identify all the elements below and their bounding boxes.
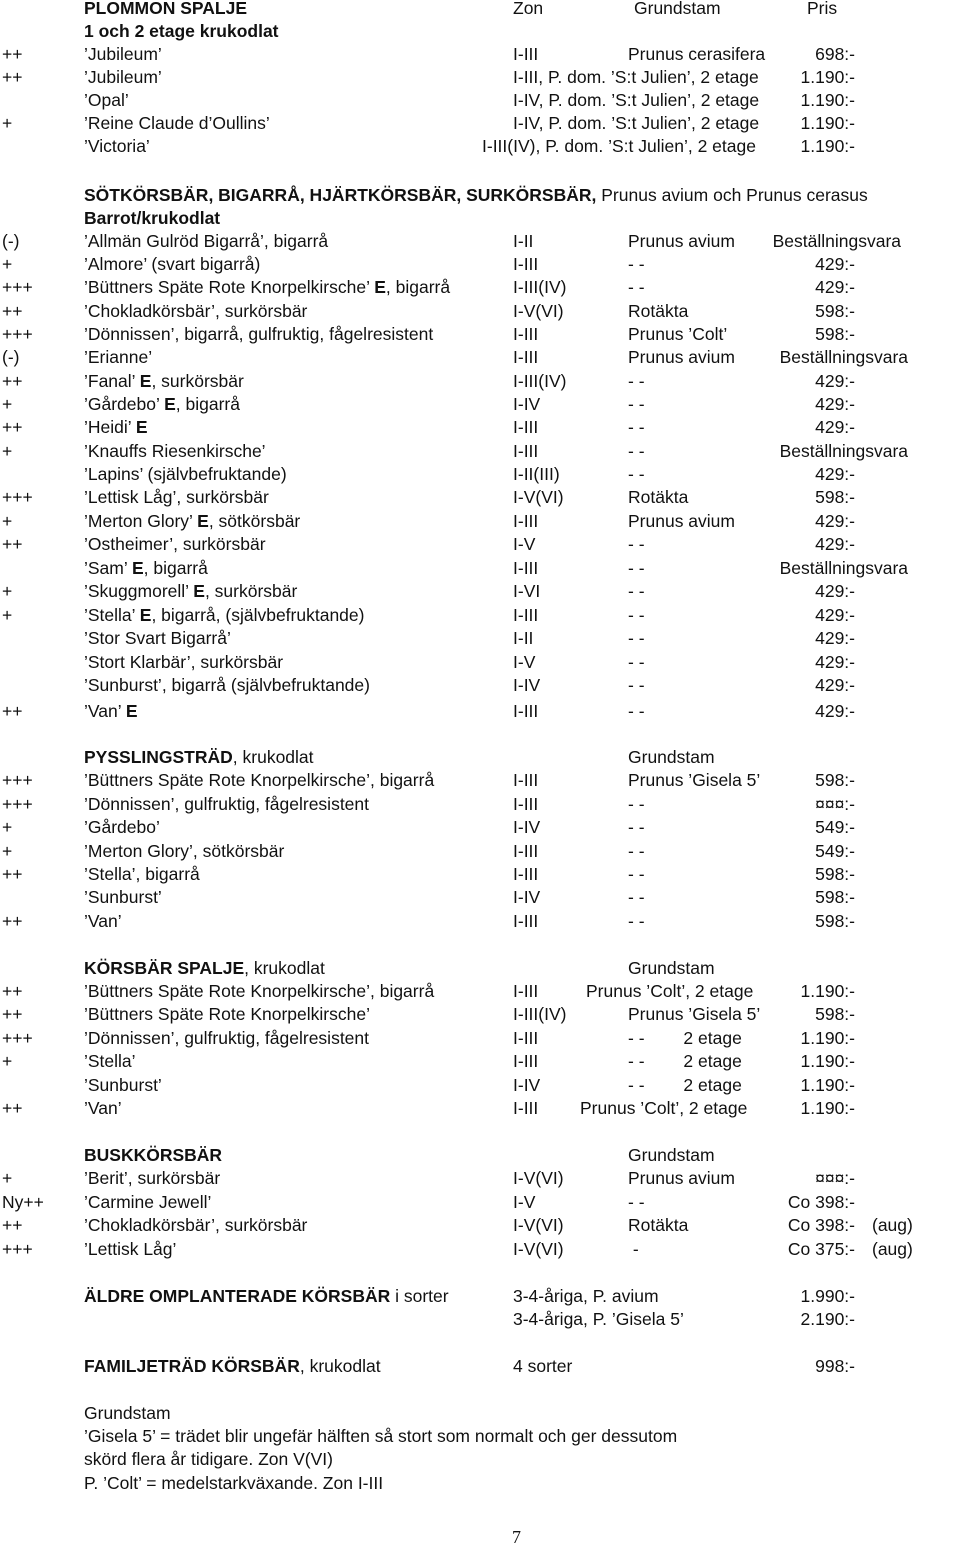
table-row [0,276,960,299]
table-row [0,1027,960,1050]
variety-name: ’Stort Klarbär’, surkörsbär [84,652,284,672]
zone-value: I-III [513,701,539,721]
rootstock-value: - - [628,534,645,554]
zone-value: I-III(IV) [513,1004,567,1024]
availability-note: (aug) [872,1215,913,1235]
price-value: 429:- [815,581,855,601]
rootstock-value: - [628,1239,639,1259]
rating-mark: +++ [2,770,33,790]
rating-mark: ++ [2,1098,23,1118]
rootstock-value: - - [628,652,645,672]
table-row [0,370,960,393]
table-row [0,253,960,276]
table-row [0,1167,960,1190]
rootstock-value: - - [628,254,645,274]
price-value: 698:- [815,44,855,64]
rating-mark: ++ [2,301,23,321]
table-row [0,416,960,439]
table-row [0,135,960,158]
notes-title: Grundstam [84,1403,171,1423]
variety-name: ’Büttners Späte Rote Knorpelkirsche’ [84,1004,370,1024]
rootstock-value: - - [628,887,645,907]
price-value: Beställningsvara [779,558,908,578]
price-value: 549:- [815,817,855,837]
zone-value: I-IV [513,394,541,414]
zone-value: I-II(III) [513,464,560,484]
table-row [0,486,960,509]
table-row [0,700,960,723]
rating-mark: ++ [2,911,23,931]
table-row [0,816,960,839]
table-row [0,604,960,627]
price-value: 429:- [815,277,855,297]
price-value: ¤¤¤:- [815,794,855,814]
rootstock-value: - - 2 etage [628,1028,742,1048]
table-row [0,112,960,135]
rootstock-value: Prunus ’Colt’ [628,324,728,344]
table-row [0,300,960,323]
zone-value: I-IV [513,675,541,695]
price-value: 429:- [815,394,855,414]
variety-name: ’Chokladkörsbär’, surkörsbär [84,301,308,321]
rating-mark: ++ [2,1215,23,1235]
price-value: 1.190:- [800,113,855,133]
zone-value: I-V(VI) [513,1168,564,1188]
zone-value: I-V [513,534,536,554]
rootstock-value: - - 2 etage [628,1051,742,1071]
rating-mark: + [2,511,13,531]
price-value: 429:- [815,605,855,625]
variety-name: ’Dönnissen’, gulfruktig, fågelresistent [84,1028,370,1048]
variety-name: ’Fanal’ E, surkörsbär [84,371,244,391]
rating-mark: + [2,254,13,274]
rating-mark: + [2,113,13,133]
price-value: Co 375:- [787,1239,855,1259]
table-row [0,393,960,416]
price-value: 429:- [815,534,855,554]
rootstock-value: Prunus cerasifera [628,44,766,64]
rating-mark: (-) [2,347,20,367]
rootstock-value: - - [628,911,645,931]
variety-name: ’Victoria’ [84,136,150,156]
zone-value: I-V(VI) [513,487,564,507]
rootstock-value: - - [628,371,645,391]
rootstock-value: Prunus ’Colt’, 2 etage [580,1098,748,1118]
price-value: 429:- [815,254,855,274]
price-value: 429:- [815,652,855,672]
rating-mark: + [2,1051,13,1071]
spalje-header [0,957,960,980]
price-value: Co 398:- [787,1215,855,1235]
zone-value: I-III [513,347,539,367]
variety-name: ’Heidi’ E [84,417,148,437]
variety-name: ’Jubileum’ [84,67,162,87]
variety-name: ’Stella’ E, bigarrå, (självbefruktande) [84,605,365,625]
price-value: 429:- [815,701,855,721]
rootstock-value: - - [628,675,645,695]
column-header-grundstam: Grundstam [628,958,715,978]
table-row [0,1003,960,1026]
rootstock-value: - - [628,558,645,578]
price-value: 598:- [815,1004,855,1024]
zone-value: I-V(VI) [513,301,564,321]
table-row [0,557,960,580]
variety-name: ’Gårdebo’ E, bigarrå [84,394,240,414]
zone-value: I-III [513,1098,539,1118]
price-value: Co 398:- [787,1192,855,1212]
variety-name: ’Carmine Jewell’ [84,1192,212,1212]
table-row [0,863,960,886]
rootstock-value: - - [628,841,645,861]
rootstock-value: - - [628,1192,645,1212]
price-value: 1.190:- [800,1075,855,1095]
table-row [0,1074,960,1097]
rootstock-value: Prunus ’Gisela 5’ [628,1004,761,1024]
variety-name: ’Büttners Späte Rote Knorpelkirsche’, bigarrå [84,770,435,790]
zone-value: I-III [513,1051,539,1071]
zone-value: I-V(VI) [513,1215,564,1235]
rating-mark: ++ [2,864,23,884]
variety-name: ’Stella’, bigarrå [84,864,200,884]
table-row [0,769,960,792]
rating-mark: + [2,581,13,601]
zone-value: I-III [513,254,539,274]
price-value: 429:- [815,371,855,391]
price-value: ¤¤¤:- [815,1168,855,1188]
rating-mark: + [2,841,13,861]
section-title: ÄLDRE OMPLANTERADE KÖRSBÄR i sorter [84,1286,449,1306]
price-value: 598:- [815,324,855,344]
rootstock-value: - - [628,605,645,625]
sot-header [0,184,960,207]
rating-mark: ++ [2,67,23,87]
aldre-row [0,1308,960,1331]
variety-name: ’Sam’ E, bigarrå [84,558,208,578]
rating-mark: + [2,605,13,625]
rootstock-value: Prunus avium [628,347,735,367]
zone-value: I-III [513,841,539,861]
price-value: 998:- [815,1356,855,1376]
variety-name: ’Opal’ [84,90,129,110]
table-row [0,510,960,533]
variety-name: ’Gårdebo’ [84,817,160,837]
price-value: 598:- [815,864,855,884]
table-row [0,793,960,816]
rootstock-value: Prunus avium [628,231,735,251]
page-number: 7 [512,1527,521,1547]
rating-mark: +++ [2,794,33,814]
zone-value: I-IV, P. dom. ’S:t Julien’, 2 etage [513,113,760,133]
zone-value: I-III, P. dom. ’S:t Julien’, 2 etage [513,67,759,87]
variety-name: ’Van’ E [84,701,138,721]
pyssling-header [0,746,960,769]
rating-mark: (-) [2,231,20,251]
variety-name: ’Dönnissen’, bigarrå, gulfruktig, fågelresistent [84,324,434,344]
price-value: 1.190:- [800,67,855,87]
rootstock-value: - - 2 etage [628,1075,742,1095]
variety-name: ’Stella’ [84,1051,136,1071]
variety-name: ’Almore’ (svart bigarrå) [84,254,261,274]
familj-row [0,1355,960,1378]
table-row [0,1050,960,1073]
variety-name: ’Büttners Späte Rote Knorpelkirsche’, bigarrå [84,981,435,1001]
table-row [0,886,960,909]
variety-name: ’Dönnissen’, gulfruktig, fågelresistent [84,794,370,814]
rating-mark: + [2,1168,13,1188]
rating-mark: ++ [2,371,23,391]
zone-value: I-III(IV), P. dom. ’S:t Julien’, 2 etage [482,136,756,156]
table-row [0,674,960,697]
price-value: 1.190:- [800,1051,855,1071]
offer-description: 3-4-åriga, P. ’Gisela 5’ [513,1309,684,1329]
variety-name: ’Lettisk Låg’, surkörsbär [84,487,269,507]
table-row [0,627,960,650]
rootstock-value: - - [628,817,645,837]
variety-name: ’Sunburst’ [84,887,162,907]
sot-subheading-line [0,207,960,230]
rootstock-value: Prunus avium [628,1168,735,1188]
table-row [0,89,960,112]
price-value: 429:- [815,675,855,695]
zone-value: I-III [513,511,539,531]
rootstock-value: - - [628,464,645,484]
table-row [0,346,960,369]
table-row [0,980,960,1003]
zone-value: I-III(IV) [513,371,567,391]
column-header-pris: Pris [807,0,838,18]
variety-name: ’Ostheimer’, surkörsbär [84,534,266,554]
price-value: 429:- [815,464,855,484]
zone-value: I-V [513,1192,536,1212]
variety-name: ’Skuggmorell’ E, surkörsbär [84,581,298,601]
variety-name: ’Lettisk Låg’ [84,1239,177,1259]
rating-mark: +++ [2,1028,33,1048]
price-value: 598:- [815,487,855,507]
price-value: 1.990:- [800,1286,855,1306]
rootstock-value: Rotäkta [628,301,689,321]
rating-mark: +++ [2,487,33,507]
price-value: 598:- [815,911,855,931]
zone-value: I-II [513,231,534,251]
price-value: 429:- [815,628,855,648]
rating-mark: ++ [2,417,23,437]
rating-mark: ++ [2,1004,23,1024]
plommon-header [0,0,960,20]
variety-name: ’Stor Svart Bigarrå’ [84,628,231,648]
zone-value: I-III [513,558,539,578]
price-value: 598:- [815,301,855,321]
note-line: P. ’Colt’ = medelstarkväxande. Zon I-III [84,1473,384,1493]
offer-description: 4 sorter [513,1356,573,1376]
rating-mark: ++ [2,981,23,1001]
variety-name: ’Chokladkörsbär’, surkörsbär [84,1215,308,1235]
rootstock-value: - - [628,277,645,297]
price-value: Beställningsvara [772,231,901,251]
zone-value: I-II [513,628,534,648]
rootstock-value: - - [628,628,645,648]
variety-name: ’Büttners Späte Rote Knorpelkirsche’ E, bigarrå [84,277,451,297]
table-row [0,230,960,253]
zone-value: I-III [513,441,539,461]
zone-value: I-VI [513,581,541,601]
price-value: 1.190:- [800,1028,855,1048]
zone-value: I-III [513,911,539,931]
offer-description: 3-4-åriga, P. avium [513,1286,659,1306]
plommon-subheading-line [0,20,960,43]
rating-mark: +++ [2,277,33,297]
price-value: 429:- [815,511,855,531]
section-subtitle: 1 och 2 etage krukodlat [84,21,279,41]
zone-value: I-III [513,324,539,344]
availability-note: (aug) [872,1239,913,1259]
table-row [0,1191,960,1214]
rating-mark: + [2,817,13,837]
column-header-grundstam: Grundstam [628,747,715,767]
zone-value: I-IV [513,1075,541,1095]
variety-name: ’Sunburst’ [84,1075,162,1095]
section-title: PLOMMON SPALJE [84,0,248,18]
zone-value: I-III [513,794,539,814]
rating-mark: ++ [2,534,23,554]
zone-value: I-V [513,652,536,672]
variety-name: ’Jubileum’ [84,44,162,64]
table-row [0,1097,960,1120]
price-value: Beställningsvara [779,347,908,367]
zone-value: I-III [513,981,539,1001]
rootstock-value: - - [628,701,645,721]
variety-name: ’Van’ [84,911,122,931]
price-value: 598:- [815,887,855,907]
variety-name: ’Sunburst’, bigarrå (självbefruktande) [84,675,370,695]
rating-mark: Ny++ [2,1192,44,1212]
rootstock-value: - - [628,441,645,461]
section-title: FAMILJETRÄD KÖRSBÄR, krukodlat [84,1356,381,1376]
price-value: 2.190:- [800,1309,855,1329]
busk-header [0,1144,960,1167]
variety-name: ’Allmän Gulröd Bigarrå’, bigarrå [84,231,329,251]
note-line: skörd flera år tidigare. Zon V(VI) [84,1449,333,1469]
rating-mark: + [2,394,13,414]
aldre-row [0,1285,960,1308]
zone-value: I-III [513,770,539,790]
rootstock-value: - - [628,417,645,437]
variety-name: ’Reine Claude d’Oullins’ [84,113,270,133]
rootstock-value: Prunus ’Colt’, 2 etage [586,981,754,1001]
rating-mark: +++ [2,324,33,344]
rootstock-value: Prunus ’Gisela 5’ [628,770,761,790]
zone-value: I-III [513,44,539,64]
table-row [0,651,960,674]
zone-value: I-III(IV) [513,277,567,297]
rootstock-value: - - [628,581,645,601]
price-value: 549:- [815,841,855,861]
section-title: PYSSLINGSTRÄD, krukodlat [84,747,314,767]
table-row [0,66,960,89]
zone-value: I-III [513,1028,539,1048]
table-row [0,463,960,486]
zone-value: I-V(VI) [513,1239,564,1259]
table-row [0,323,960,346]
price-value: 598:- [815,770,855,790]
price-value: 1.190:- [800,1098,855,1118]
rootstock-value: Rotäkta [628,487,689,507]
table-row [0,43,960,66]
rating-mark: ++ [2,44,23,64]
price-value: 1.190:- [800,90,855,110]
rating-mark: +++ [2,1239,33,1259]
zone-value: I-IV [513,887,541,907]
price-value: 1.190:- [800,981,855,1001]
zone-value: I-III [513,605,539,625]
variety-name: ’Erianne’ [84,347,153,367]
zone-value: I-IV, P. dom. ’S:t Julien’, 2 etage [513,90,760,110]
rootstock-value: - - [628,794,645,814]
variety-name: ’Knauffs Riesenkirsche’ [84,441,266,461]
section-title: SÖTKÖRSBÄR, BIGARRÅ, HJÄRTKÖRSBÄR, SURKÖRSBÄR, Prunus avium och Prunus cerasus [84,185,868,205]
price-value: 1.190:- [800,136,855,156]
zone-value: I-IV [513,817,541,837]
rootstock-value: - - [628,864,645,884]
rating-mark: ++ [2,701,23,721]
variety-name: ’Berit’, surkörsbär [84,1168,221,1188]
table-row [0,580,960,603]
variety-name: ’Lapins’ (självbefruktande) [84,464,287,484]
variety-name: ’Van’ [84,1098,122,1118]
column-header-zon: Zon [513,0,544,18]
rating-mark: + [2,441,13,461]
zone-value: I-III [513,417,539,437]
price-value: 429:- [815,417,855,437]
table-row [0,1214,960,1237]
section-title: KÖRSBÄR SPALJE, krukodlat [84,958,325,978]
price-value: Beställningsvara [779,441,908,461]
section-subtitle: Barrot/krukodlat [84,208,221,228]
section-title: BUSKKÖRSBÄR [84,1145,223,1165]
table-row [0,840,960,863]
variety-name: ’Merton Glory’, sötkörsbär [84,841,285,861]
rootstock-value: Prunus avium [628,511,735,531]
rootstock-value: Rotäkta [628,1215,689,1235]
column-header-grundstam: Grundstam [628,1145,715,1165]
variety-name: ’Merton Glory’ E, sötkörsbär [84,511,301,531]
column-header-grundstam: Grundstam [634,0,721,18]
table-row [0,533,960,556]
table-row [0,1238,960,1261]
rootstock-value: - - [628,394,645,414]
table-row [0,440,960,463]
table-row [0,910,960,933]
note-line: ’Gisela 5’ = trädet blir ungefär hälften så stort som normalt och ger dessutom [84,1426,678,1446]
zone-value: I-III [513,864,539,884]
